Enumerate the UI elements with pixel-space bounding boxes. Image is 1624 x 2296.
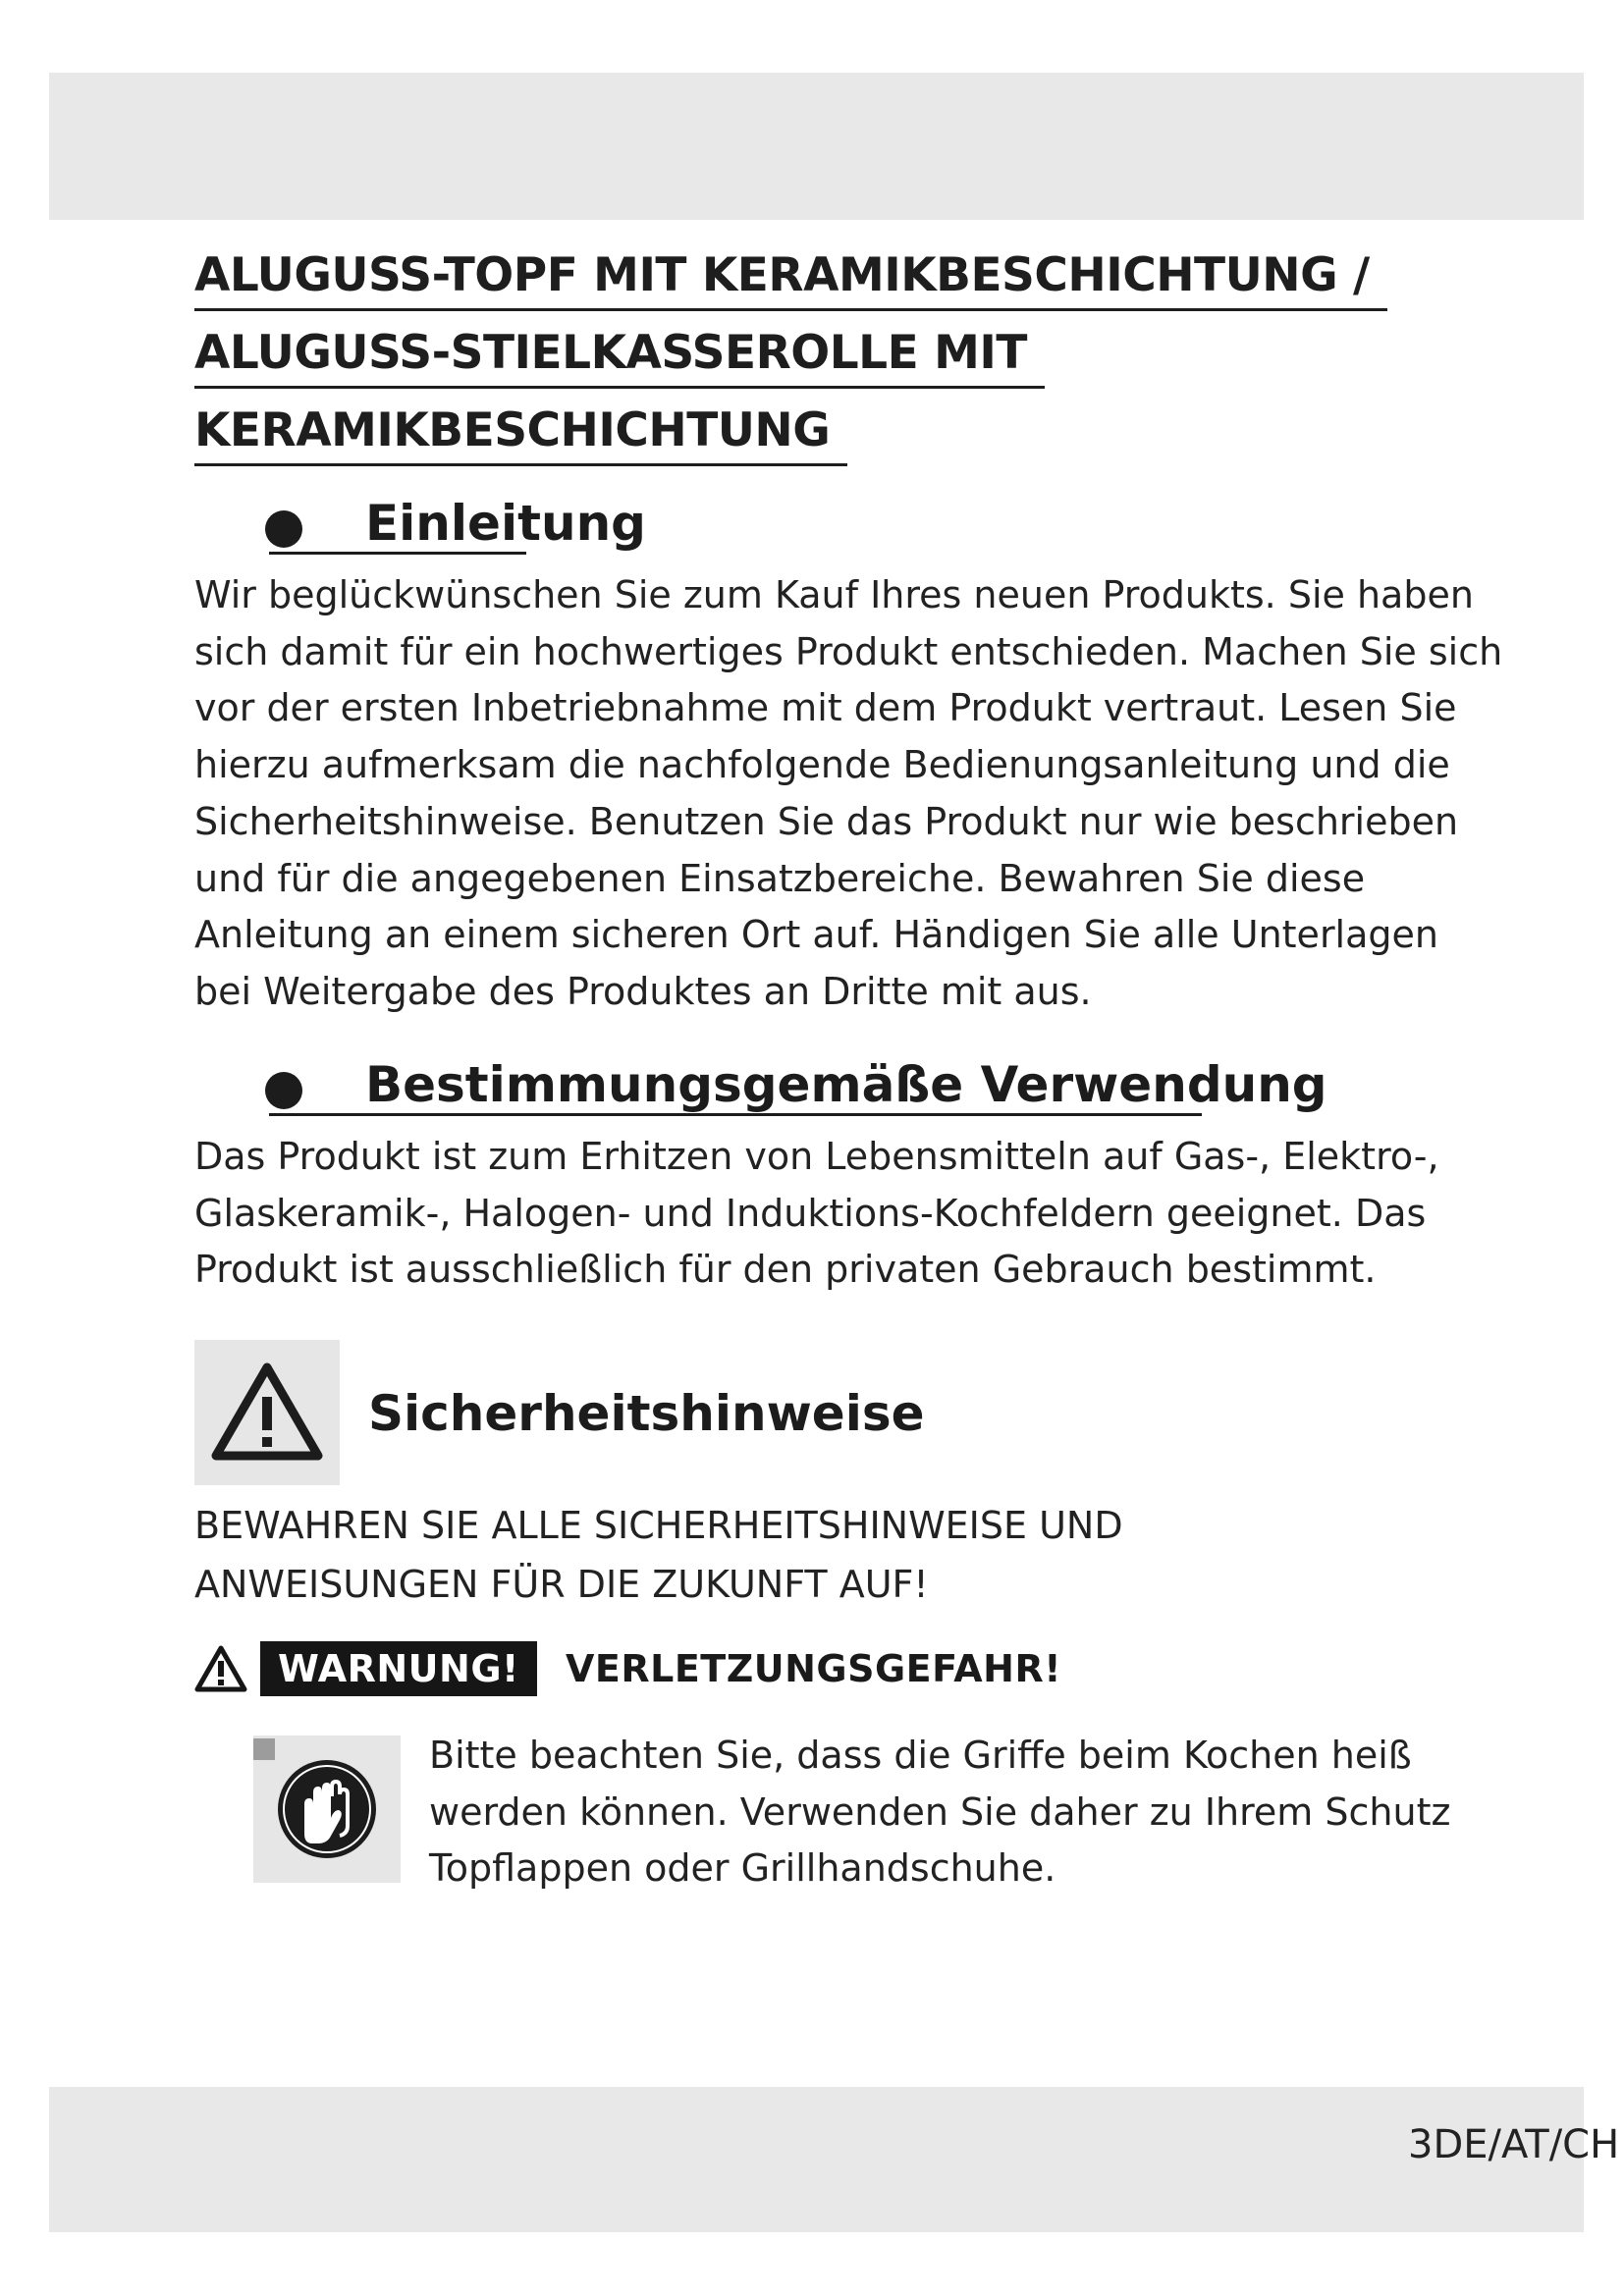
text-line: und für die angegebenen Einsatzbereiche. Bewahren Sie diese	[194, 856, 1366, 900]
list-marker-icon	[253, 1738, 275, 1760]
text-line: Anleitung an einem sicheren Ort auf. Händigen Sie alle Unterlagen	[194, 913, 1438, 957]
page-number: 3DE/AT/CH	[1408, 2122, 1620, 2167]
intro-paragraph	[194, 567, 1503, 1021]
document-title	[194, 240, 1387, 472]
text-line: vor der ersten Inbetriebnahme mit dem Produkt vertraut. Lesen Sie	[194, 686, 1457, 730]
text-line: Glaskeramik-, Halogen- und Induktions-Kochfeldern geeignet. Das	[194, 1191, 1427, 1235]
bullet-icon	[265, 1072, 302, 1109]
heading-underline	[269, 1113, 1202, 1116]
text-line: sich damit für ein hochwertiges Produkt entschieden. Machen Sie sich	[194, 629, 1503, 673]
footer-band	[49, 2087, 1620, 2232]
text-line: Wir beglückwünschen Sie zum Kauf Ihres neuen Produkts. Sie haben	[194, 573, 1474, 616]
text-line: Das Produkt ist zum Erhitzen von Lebensmitteln auf Gas-, Elektro-,	[194, 1135, 1439, 1178]
title-line: KERAMIKBESCHICHTUNG	[194, 399, 847, 466]
heading-underline	[269, 552, 526, 555]
injury-hazard-label: VERLETZUNGSGEFAHR!	[566, 1647, 1062, 1690]
intended-use-paragraph	[194, 1129, 1439, 1299]
header-band	[49, 73, 1584, 220]
text-line: Bitte beachten Sie, dass die Griffe beim Kochen heiß	[429, 1734, 1412, 1777]
bullet-icon	[265, 510, 302, 548]
glove-warning-text	[429, 1728, 1450, 1897]
text-line: ANWEISUNGEN FÜR DIE ZUKUNFT AUF!	[194, 1563, 929, 1606]
warning-triangle-icon	[194, 1340, 340, 1485]
title-line: ALUGUSS-STIELKASSEROLLE MIT	[194, 321, 1045, 389]
text-line: Sicherheitshinweise. Benutzen Sie das Produkt nur wie beschrieben	[194, 799, 1459, 843]
text-line: Topflappen oder Grillhandschuhe.	[429, 1846, 1056, 1891]
safety-notice	[194, 1496, 1123, 1614]
text-line: Produkt ist ausschließlich für den privaten Gebrauch bestimmt.	[194, 1248, 1377, 1292]
section-title: Bestimmungsgemäße Verwendung	[365, 1056, 1327, 1113]
section-title: Sicherheitshinweise	[368, 1385, 925, 1442]
section-title: Einleitung	[365, 495, 646, 552]
text-line: bei Weitergabe des Produktes an Dritte mit aus.	[194, 969, 1092, 1013]
title-line: ALUGUSS-TOPF MIT KERAMIKBESCHICHTUNG /	[194, 243, 1387, 311]
warning-small-icon	[194, 1645, 247, 1696]
text-line: BEWAHREN SIE ALLE SICHERHEITSHINWEISE UND	[194, 1504, 1123, 1547]
text-line: werden können. Verwenden Sie daher zu Ihrem Schutz	[429, 1789, 1451, 1834]
text-line: hierzu aufmerksam die nachfolgende Bedienungsanleitung und die	[194, 743, 1450, 787]
warning-badge: WARNUNG!	[260, 1641, 537, 1696]
protective-gloves-icon	[253, 1735, 401, 1883]
